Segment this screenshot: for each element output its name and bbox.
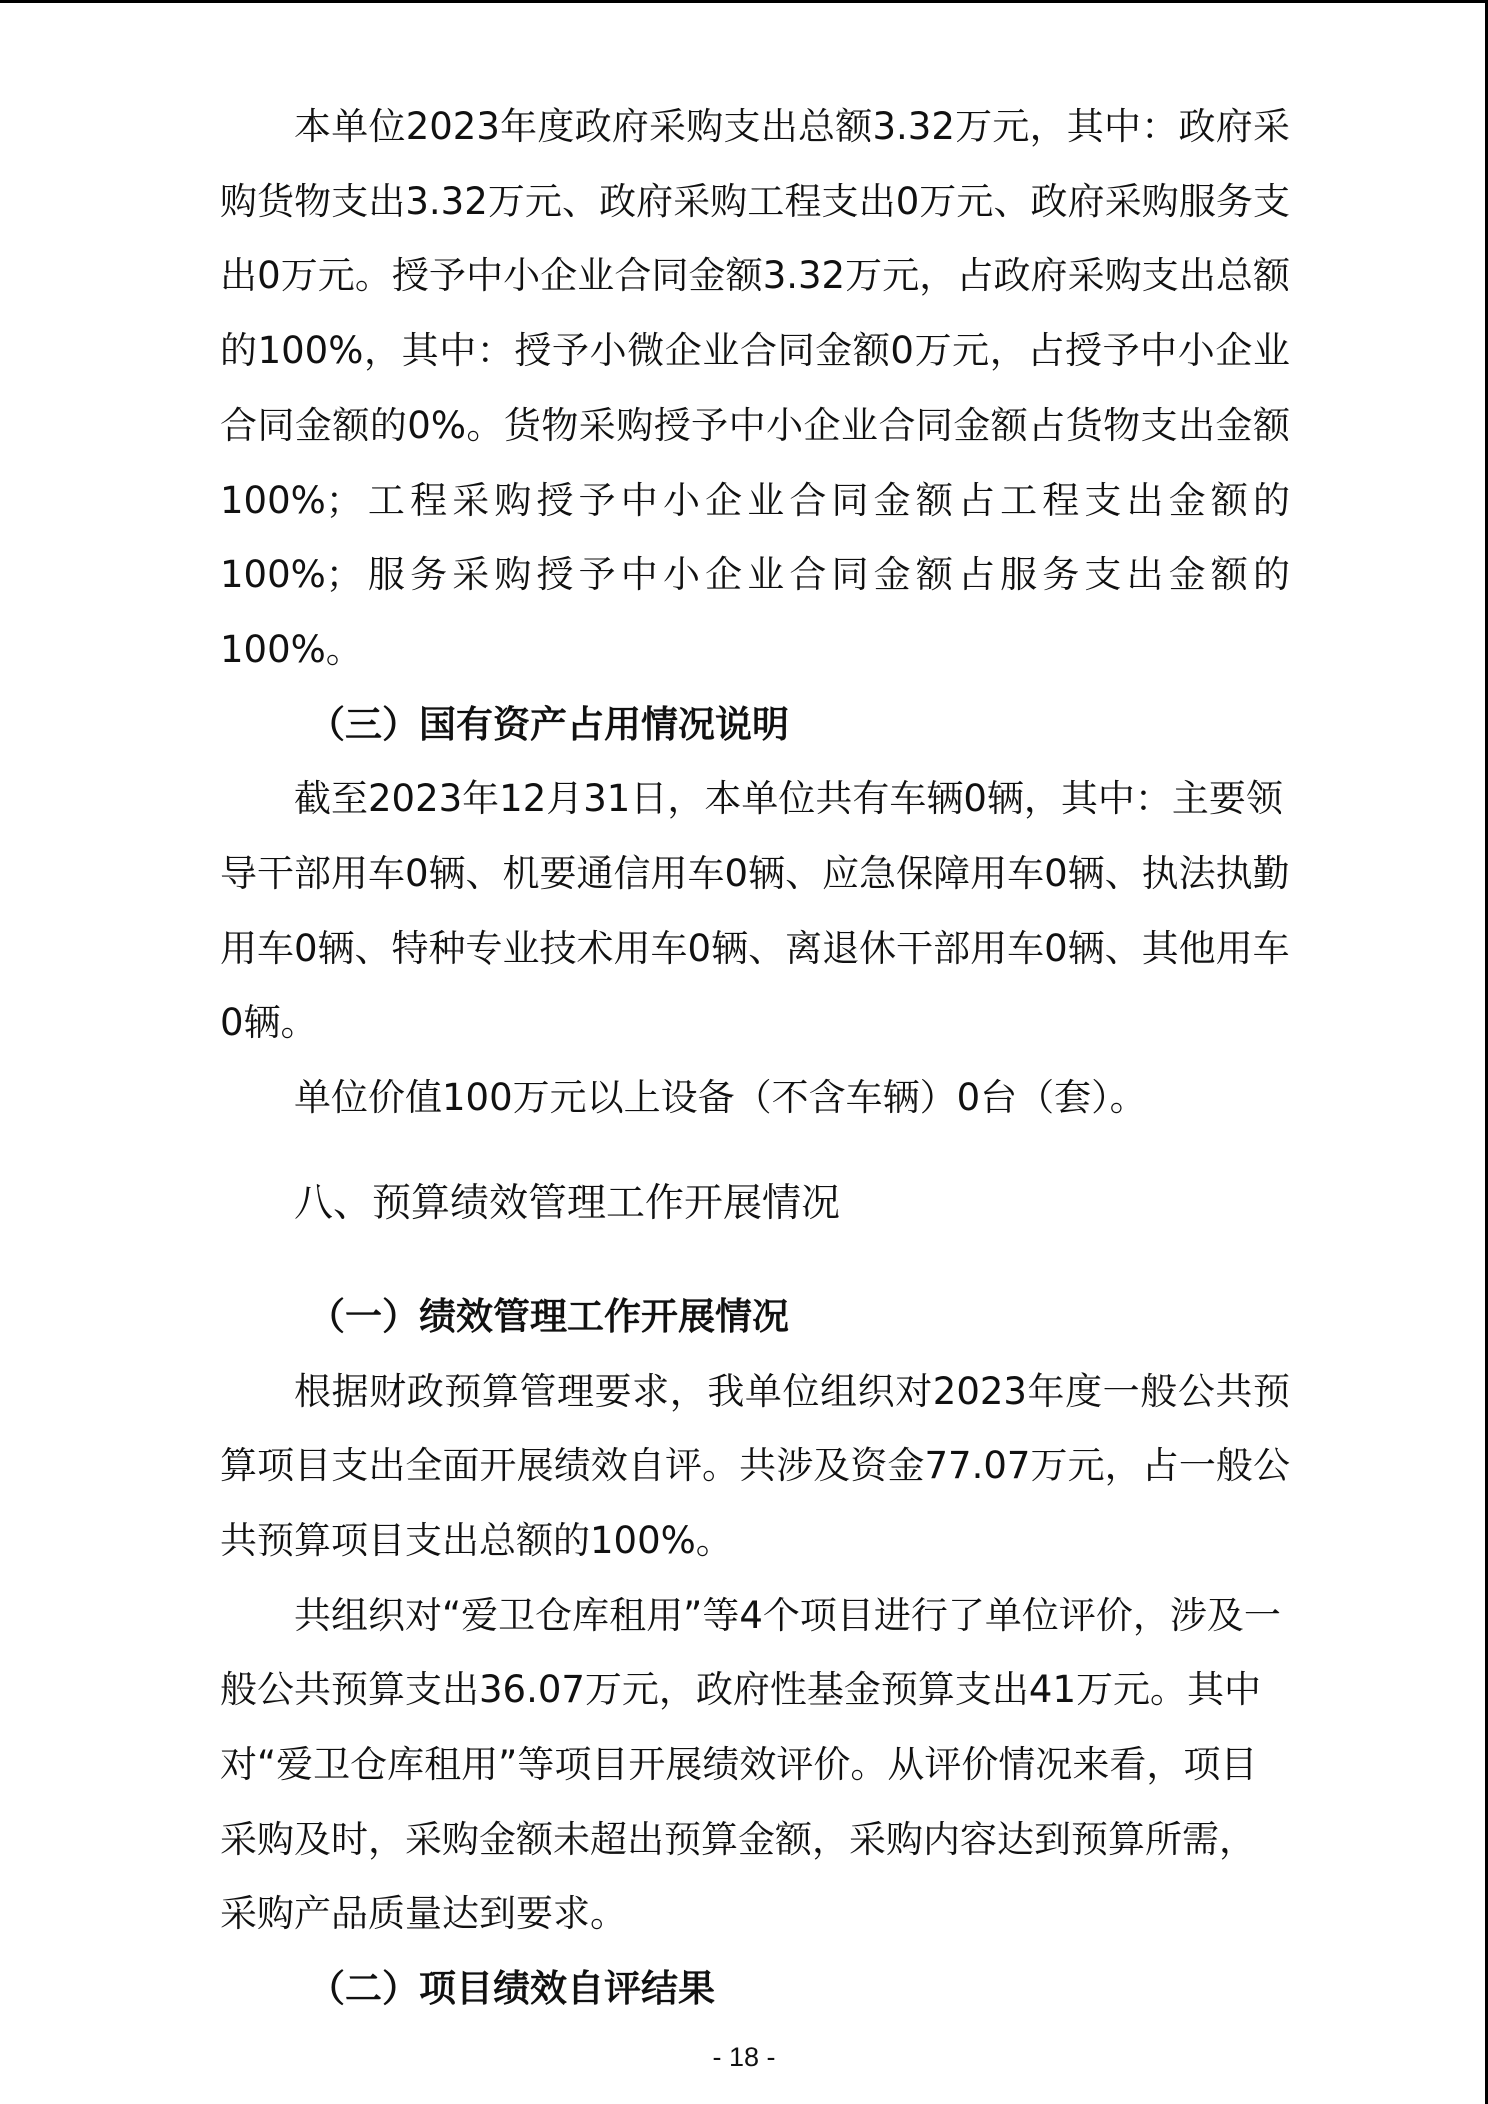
performance-self-evaluation-paragraph: 根据财政预算管理要求，我单位组织对2023年度一般公共预算项目支出全面开展绩效自评。共涉及资金77.07万元，占一般公共预算项目支出总额的100%。 xyxy=(220,1369,1290,1562)
performance-management-heading: （一）绩效管理工作开展情况 xyxy=(308,1294,789,1338)
page-number: - 18 - xyxy=(712,2042,776,2072)
page-border-top xyxy=(0,0,1488,3)
vehicles-paragraph: 截至2023年12月31日，本单位共有车辆0辆，其中：主要领导干部用车0辆、机要通信用车0辆、应急保障用车0辆、执法执勤用车0辆、特种专业技术用车0辆、离退休干部用车0辆、其他用车0辆。 xyxy=(220,777,1290,1045)
section-8-title: 八、预算绩效管理工作开展情况 xyxy=(294,1180,841,1226)
procurement-paragraph: 本单位2023年度政府采购支出总额3.32万元，其中：政府采购货物支出3.32万元、政府采购工程支出0万元、政府采购服务支出0万元。授予中小企业合同金额3.32万元，占政府采购支出总额的100%，其中：授予小微企业合同金额0万元，占授予中小企业合同金额的0%。货物采购授予中小企业合同金额占货物支出金额100%；工程采购授予中小企业合同金额占工程支出金额的100%；服务采购授予中小企业合同金额占服务支出金额的100%。 xyxy=(220,105,1290,671)
performance-unit-evaluation-paragraph: 共组织对“爱卫仓库租用”等4个项目进行了单位评价，涉及一般公共预算支出36.07万元，政府性基金预算支出41万元。其中对“爱卫仓库租用”等项目开展绩效评价。从评价情况来看，项目采购及时，采购金额未超出预算金额，采购内容达到预算所需，采购产品质量达到要求。 xyxy=(220,1593,1281,1936)
project-self-evaluation-result-heading: （二）项目绩效自评结果 xyxy=(308,1967,715,2011)
assets-heading: （三）国有资产占用情况说明 xyxy=(308,702,789,746)
equipment-paragraph: 单位价值100万元以上设备（不含车辆）0台（套）。 xyxy=(294,1076,1147,1120)
document-page xyxy=(220,90,1290,2027)
